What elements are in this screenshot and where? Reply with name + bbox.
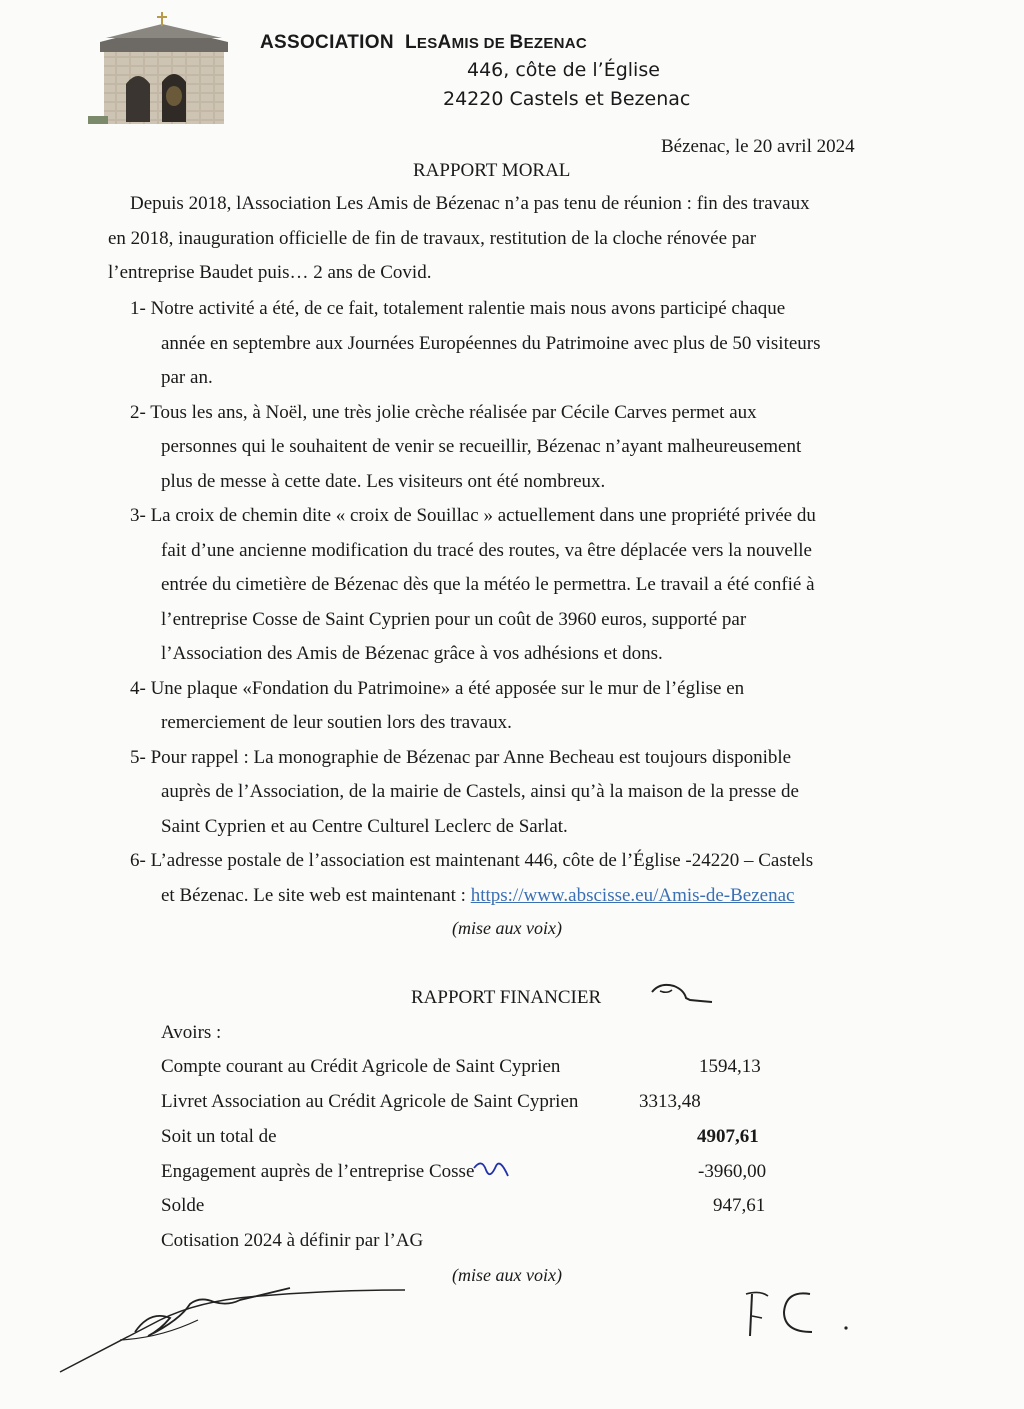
fin-row-label: Cotisation 2024 à définir par l’AG bbox=[161, 1230, 424, 1251]
fin-row-value: 947,61 bbox=[713, 1195, 766, 1216]
intro-line: en 2018, inauguration officielle de fin de travaux, restitution de la cloche rénovée par bbox=[108, 227, 757, 249]
fin-row-label: Compte courant au Crédit Agricole de Saint Cyprien bbox=[161, 1056, 561, 1077]
fin-row-label: Soit un total de bbox=[161, 1126, 277, 1147]
list-item: 6- L’adresse postale de l’association est maintenant 446, côte de l’Église -24220 – Castels et Bézenac. Le site web est maintenant : https://www.abscisse.eu/Amis-de-Bezenac bbox=[130, 850, 814, 906]
fin-row-label: Solde bbox=[161, 1195, 205, 1216]
fin-row-value: 3313,48 bbox=[639, 1091, 701, 1112]
list-item: 5- Pour rappel : La monographie de Bézenac par Anne Becheau est toujours disponible auprès de l’Association, de la mairie de Castels, ainsi qu’à la maison de la presse de Saint Cyprien et au Centre Culturel Leclerc de Sarlat. bbox=[130, 746, 799, 837]
rapport-financier-title: RAPPORT FINANCIER bbox=[411, 987, 602, 1008]
church-logo-image bbox=[88, 12, 236, 124]
intro-line: Depuis 2018, lAssociation Les Amis de Bézenac n’a pas tenu de réunion : fin des travaux bbox=[130, 193, 810, 214]
vote-note-financier: (mise aux voix) bbox=[452, 1265, 562, 1285]
list-item: 2- Tous les ans, à Noël, une très jolie crèche réalisée par Cécile Carves permet aux personnes qui le souhaitent de venir se recueillir, Bézenac n’ayant malheureusement plus de messe à cette date. Les visiteurs ont été nombreux. bbox=[130, 401, 802, 492]
website-link[interactable]: https://www.abscisse.eu/Amis-de-Bezenac bbox=[470, 884, 795, 906]
fin-row-value: 1594,13 bbox=[699, 1056, 761, 1077]
fin-row-label: Engagement auprès de l’entreprise Cosse bbox=[161, 1161, 475, 1182]
intro-paragraph bbox=[108, 187, 810, 291]
address-line-1: 446, côte de l’Église bbox=[467, 59, 660, 81]
moral-items-list bbox=[130, 292, 821, 913]
list-item: 4- Une plaque «Fondation du Patrimoine» a été apposée sur le mur de l’église en remerciement de leur soutien lors des travaux. bbox=[130, 677, 745, 733]
fin-row-value: -3960,00 bbox=[698, 1161, 767, 1182]
fin-total-value: 4907,61 bbox=[697, 1126, 759, 1147]
list-item: 3- La croix de chemin dite « croix de Souillac » actuellement dans une propriété privée du fait d’une ancienne modification du tracé des routes, va être déplacée vers la nouvelle entrée du cimetière de Bézenac dès que la météo le permettra. Le travail a été confié à l’entreprise Cosse de Saint Cyprien pour un coût de 3960 euros, supporté par l’Association des Amis de Bézenac grâce à vos adhésions et dons. bbox=[130, 505, 816, 664]
document-date: Bézenac, le 20 avril 2024 bbox=[661, 136, 855, 157]
address-line-2: 24220 Castels et Bezenac bbox=[443, 88, 691, 110]
association-name: ASSOCIATION LESAMIS DE BEZENAC bbox=[260, 32, 588, 53]
avoirs-label: Avoirs : bbox=[161, 1022, 222, 1043]
vote-note-moral: (mise aux voix) bbox=[452, 918, 562, 938]
rapport-moral-title: RAPPORT MORAL bbox=[413, 160, 571, 181]
list-item: 1- Notre activité a été, de ce fait, totalement ralentie mais nous avons participé chaque année en septembre aux Journées Européennes du Patrimoine avec plus de 50 visiteurs par an. bbox=[130, 298, 821, 388]
fin-row-label: Livret Association au Crédit Agricole de Saint Cyprien bbox=[161, 1091, 579, 1112]
intro-line: l’entreprise Baudet puis… 2 ans de Covid. bbox=[108, 262, 432, 283]
